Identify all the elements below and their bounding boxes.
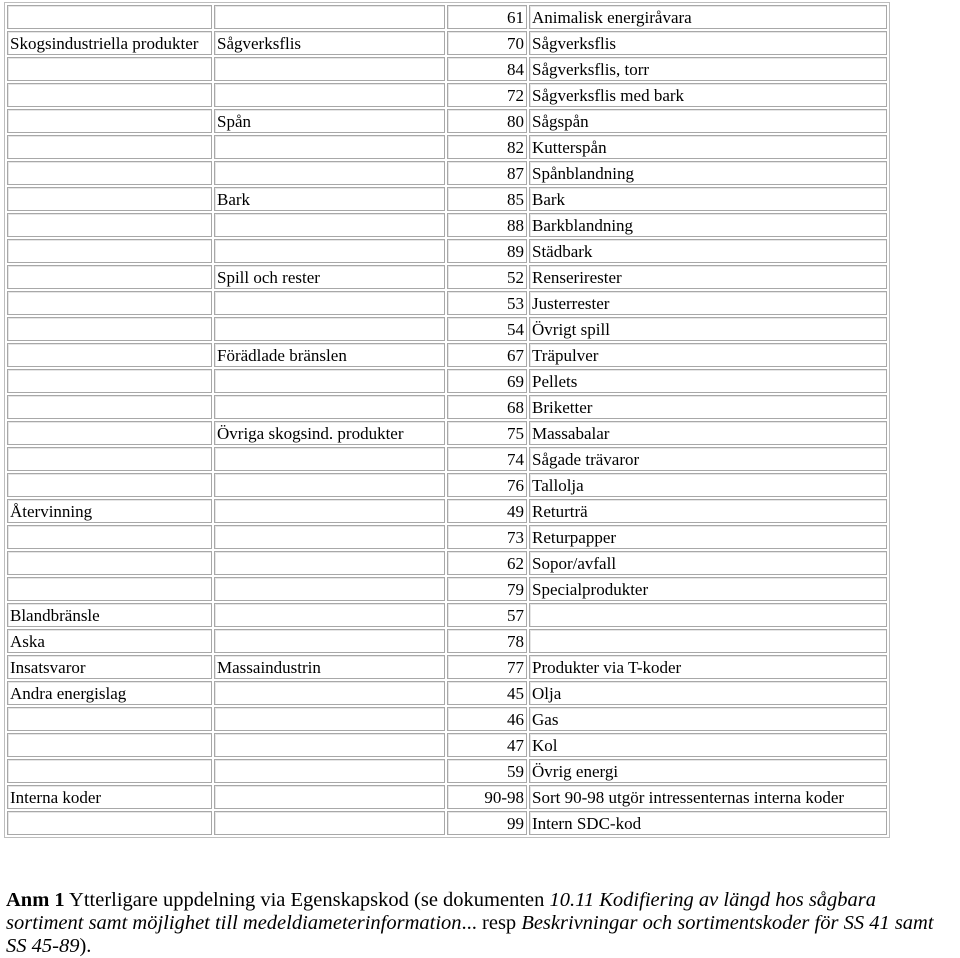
code-cell: 49 [447, 499, 527, 523]
subgroup-cell [214, 83, 445, 107]
code-cell: 84 [447, 57, 527, 81]
table-row [7, 525, 887, 549]
subgroup-cell [214, 291, 445, 315]
group-cell [7, 161, 212, 185]
code-cell: 88 [447, 213, 527, 237]
footnote-doc-title-2: Beskrivningar och sortimentskoder för SS 41 samt SS 45-89 [6, 911, 934, 957]
description-cell: Övrig energi [529, 759, 887, 783]
table-row [7, 421, 887, 445]
subgroup-cell [214, 369, 445, 393]
description-cell: Bark [529, 187, 887, 211]
code-cell: 80 [447, 109, 527, 133]
description-cell: Returpapper [529, 525, 887, 549]
table-row [7, 291, 887, 315]
subgroup-cell: Spill och rester [214, 265, 445, 289]
description-cell: Produkter via T-koder [529, 655, 887, 679]
code-cell: 78 [447, 629, 527, 653]
code-cell: 52 [447, 265, 527, 289]
group-cell [7, 213, 212, 237]
code-cell: 76 [447, 473, 527, 497]
table-row [7, 551, 887, 575]
subgroup-cell [214, 733, 445, 757]
group-cell: Aska [7, 629, 212, 653]
description-cell: Sort 90-98 utgör intressenternas interna koder [529, 785, 887, 809]
subgroup-cell [214, 525, 445, 549]
subgroup-cell: Sågverksflis [214, 31, 445, 55]
code-cell: 45 [447, 681, 527, 705]
subgroup-cell [214, 161, 445, 185]
code-cell: 47 [447, 733, 527, 757]
table-row [7, 447, 887, 471]
group-cell [7, 369, 212, 393]
code-table [4, 2, 890, 838]
description-cell: Sopor/avfall [529, 551, 887, 575]
code-cell: 74 [447, 447, 527, 471]
group-cell [7, 447, 212, 471]
group-cell [7, 317, 212, 341]
group-cell [7, 5, 212, 29]
table-row [7, 161, 887, 185]
footnote-doc-title-1: 10.11 Kodifiering av längd hos sågbara sortiment samt möjlighet till medeldiameterinformation [6, 888, 877, 934]
code-cell: 69 [447, 369, 527, 393]
code-table-body [7, 5, 887, 835]
subgroup-cell [214, 213, 445, 237]
table-row [7, 5, 887, 29]
description-cell: Sågverksflis, torr [529, 57, 887, 81]
description-cell: Kutterspån [529, 135, 887, 159]
description-cell [529, 629, 887, 653]
table-row [7, 499, 887, 523]
group-cell: Andra energislag [7, 681, 212, 705]
description-cell: Spånblandning [529, 161, 887, 185]
table-row [7, 655, 887, 679]
code-cell: 70 [447, 31, 527, 55]
table-row [7, 395, 887, 419]
description-cell: Sågverksflis [529, 31, 887, 55]
table-row [7, 83, 887, 107]
group-cell [7, 239, 212, 263]
group-cell [7, 57, 212, 81]
table-row [7, 759, 887, 783]
subgroup-cell: Bark [214, 187, 445, 211]
table-row [7, 785, 887, 809]
table-row [7, 577, 887, 601]
group-cell [7, 551, 212, 575]
group-cell [7, 759, 212, 783]
subgroup-cell [214, 239, 445, 263]
description-cell: Sågspån [529, 109, 887, 133]
group-cell [7, 473, 212, 497]
subgroup-cell [214, 681, 445, 705]
description-cell: Sågverksflis med bark [529, 83, 887, 107]
code-cell: 85 [447, 187, 527, 211]
table-row [7, 265, 887, 289]
table-row [7, 629, 887, 653]
code-cell: 73 [447, 525, 527, 549]
description-cell: Intern SDC-kod [529, 811, 887, 835]
description-cell: Kol [529, 733, 887, 757]
table-row [7, 57, 887, 81]
subgroup-cell [214, 707, 445, 731]
table-row [7, 603, 887, 627]
code-cell: 57 [447, 603, 527, 627]
subgroup-cell: Förädlade bränslen [214, 343, 445, 367]
description-cell: Sågade trävaror [529, 447, 887, 471]
description-cell: Specialprodukter [529, 577, 887, 601]
group-cell [7, 83, 212, 107]
description-cell: Tallolja [529, 473, 887, 497]
table-row [7, 369, 887, 393]
table-row [7, 707, 887, 731]
description-cell: Barkblandning [529, 213, 887, 237]
code-cell: 59 [447, 759, 527, 783]
group-cell [7, 291, 212, 315]
footnote [6, 889, 956, 958]
group-cell [7, 733, 212, 757]
table-row [7, 239, 887, 263]
group-cell [7, 811, 212, 835]
footnote-text-2: ... resp [461, 911, 522, 934]
description-cell: Renserirester [529, 265, 887, 289]
group-cell [7, 265, 212, 289]
description-cell: Gas [529, 707, 887, 731]
table-row [7, 317, 887, 341]
subgroup-cell [214, 57, 445, 81]
code-cell: 90-98 [447, 785, 527, 809]
description-cell: Städbark [529, 239, 887, 263]
code-cell: 67 [447, 343, 527, 367]
code-cell: 87 [447, 161, 527, 185]
group-cell [7, 577, 212, 601]
subgroup-cell [214, 395, 445, 419]
subgroup-cell [214, 551, 445, 575]
code-cell: 54 [447, 317, 527, 341]
description-cell: Träpulver [529, 343, 887, 367]
subgroup-cell [214, 577, 445, 601]
group-cell: Återvinning [7, 499, 212, 523]
description-cell: Justerrester [529, 291, 887, 315]
subgroup-cell: Massaindustrin [214, 655, 445, 679]
description-cell: Returträ [529, 499, 887, 523]
group-cell: Interna koder [7, 785, 212, 809]
group-cell [7, 421, 212, 445]
table-row [7, 811, 887, 835]
group-cell [7, 525, 212, 549]
footnote-text-3: ). [79, 934, 92, 957]
subgroup-cell [214, 759, 445, 783]
code-cell: 99 [447, 811, 527, 835]
subgroup-cell [214, 473, 445, 497]
group-cell [7, 395, 212, 419]
description-cell: Briketter [529, 395, 887, 419]
table-row [7, 31, 887, 55]
group-cell: Blandbränsle [7, 603, 212, 627]
description-cell: Pellets [529, 369, 887, 393]
code-cell: 72 [447, 83, 527, 107]
subgroup-cell: Övriga skogsind. produkter [214, 421, 445, 445]
code-cell: 77 [447, 655, 527, 679]
group-cell [7, 707, 212, 731]
table-row [7, 109, 887, 133]
subgroup-cell [214, 785, 445, 809]
table-row [7, 213, 887, 237]
table-row [7, 187, 887, 211]
description-cell: Massabalar [529, 421, 887, 445]
subgroup-cell [214, 629, 445, 653]
group-cell [7, 135, 212, 159]
group-cell: Insatsvaror [7, 655, 212, 679]
table-row [7, 343, 887, 367]
subgroup-cell: Spån [214, 109, 445, 133]
subgroup-cell [214, 603, 445, 627]
subgroup-cell [214, 5, 445, 29]
description-cell: Olja [529, 681, 887, 705]
code-cell: 53 [447, 291, 527, 315]
group-cell: Skogsindustriella produkter [7, 31, 212, 55]
code-cell: 79 [447, 577, 527, 601]
footnote-text-1: Ytterligare uppdelning via Egenskapskod (se dokumenten [64, 888, 550, 911]
subgroup-cell [214, 499, 445, 523]
code-cell: 61 [447, 5, 527, 29]
group-cell [7, 343, 212, 367]
subgroup-cell [214, 135, 445, 159]
description-cell: Animalisk energiråvara [529, 5, 887, 29]
code-cell: 75 [447, 421, 527, 445]
subgroup-cell [214, 811, 445, 835]
code-cell: 89 [447, 239, 527, 263]
group-cell [7, 109, 212, 133]
subgroup-cell [214, 447, 445, 471]
table-row [7, 681, 887, 705]
subgroup-cell [214, 317, 445, 341]
description-cell [529, 603, 887, 627]
table-row [7, 733, 887, 757]
footnote-label: Anm 1 [6, 888, 65, 911]
table-row [7, 135, 887, 159]
code-cell: 82 [447, 135, 527, 159]
code-cell: 62 [447, 551, 527, 575]
group-cell [7, 187, 212, 211]
description-cell: Övrigt spill [529, 317, 887, 341]
code-cell: 68 [447, 395, 527, 419]
table-row [7, 473, 887, 497]
code-cell: 46 [447, 707, 527, 731]
